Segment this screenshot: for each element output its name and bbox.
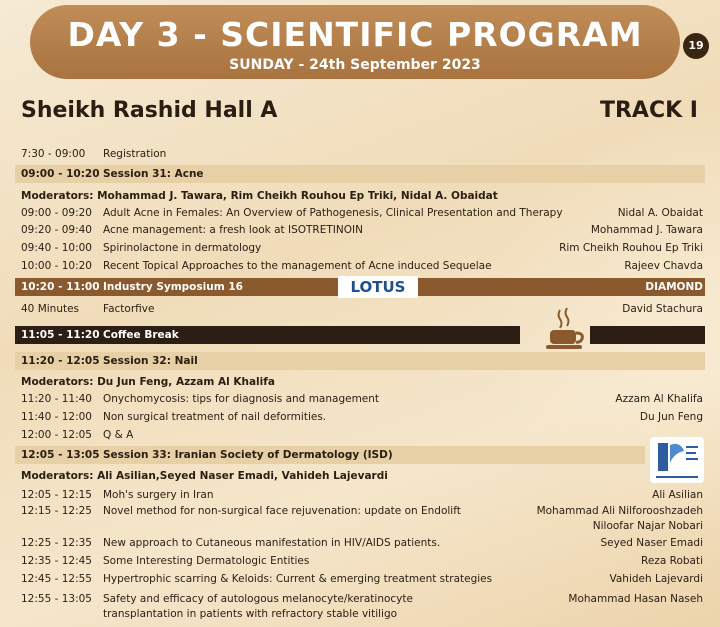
time: 12:55 - 13:05	[21, 593, 92, 605]
talk-row	[15, 257, 705, 275]
speaker: Seyed Naser Emadi	[600, 537, 703, 549]
session-header	[15, 352, 705, 370]
moderators: Moderators: Mohammad J. Tawara, Rim Cheikh Rouhou Ep Triki, Nidal A. Obaidat	[21, 190, 498, 202]
symposium-row	[15, 300, 705, 318]
title: Session 32: Nail	[103, 355, 198, 367]
title: Acne management: a fresh look at ISOTRETINOIN	[103, 224, 363, 236]
talk-row	[15, 552, 705, 570]
company: Factorfive	[103, 303, 155, 315]
time: 12:15 - 12:25	[21, 505, 92, 517]
talk-row	[15, 239, 705, 257]
talk-row	[15, 570, 705, 588]
title: Safety and efficacy of autologous melanocyte/keratinocyte	[103, 593, 413, 605]
time: 7:30 - 09:00	[21, 148, 86, 160]
title: Coffee Break	[103, 329, 179, 341]
time: 12:45 - 12:55	[21, 573, 92, 585]
speaker: Du Jun Feng	[639, 411, 703, 423]
time: 09:00 - 09:20	[21, 207, 92, 219]
time: 11:40 - 12:00	[21, 411, 92, 423]
title: Registration	[103, 148, 167, 160]
time: 12:25 - 12:35	[21, 537, 92, 549]
time: 12:35 - 12:45	[21, 555, 92, 567]
title: Some Interesting Dermatologic Entities	[103, 555, 310, 567]
title: Moh's surgery in Iran	[103, 489, 214, 501]
speaker: David Stachura	[622, 303, 703, 315]
duration: 40 Minutes	[21, 303, 80, 315]
lotus-logo: LOTUS	[338, 276, 418, 298]
time: 09:00 - 10:20	[21, 168, 100, 180]
coffee-bar-right	[590, 326, 705, 344]
title: Novel method for non-surgical face rejuvenation: update on Endolift	[103, 505, 461, 517]
time: 11:20 - 11:40	[21, 393, 92, 405]
time: 09:20 - 09:40	[21, 224, 92, 236]
sponsor-level: DIAMOND	[645, 281, 703, 293]
coffee-break-row	[15, 326, 520, 344]
speaker: Niloofar Najar Nobari	[592, 520, 703, 532]
speaker: Mohammad Hasan Naseh	[568, 593, 703, 605]
time: 09:40 - 10:00	[21, 242, 92, 254]
title: Hypertrophic scarring & Keloids: Current & emerging treatment strategies	[103, 573, 493, 585]
talk-row	[15, 390, 705, 408]
page-number-badge: 19	[683, 33, 709, 59]
speaker: Mohammad Ali Nilforooshzadeh	[536, 505, 703, 517]
speaker: Ali Asilian	[652, 489, 703, 501]
time: 12:05 - 13:05	[21, 449, 100, 461]
talk-row	[15, 426, 705, 444]
title: Onychomycosis: tips for diagnosis and management	[103, 393, 380, 405]
title: Recent Topical Approaches to the management of Acne induced Sequelae	[103, 260, 492, 272]
title: Adult Acne in Females: An Overview of Pathogenesis, Clinical Presentation and Therapy	[103, 207, 563, 219]
moderators: Moderators: Ali Asilian,Seyed Naser Emadi, Vahideh Lajevardi	[21, 470, 388, 482]
coffee-cup-icon	[546, 306, 586, 350]
title: Non surgical treatment of nail deformities.	[103, 411, 327, 423]
speaker: Mohammad J. Tawara	[590, 224, 703, 236]
time: 10:00 - 10:20	[21, 260, 92, 272]
session-header	[15, 446, 645, 464]
time: 11:20 - 12:05	[21, 355, 100, 367]
speaker: Azzam Al Khalifa	[615, 393, 703, 405]
talk-row-continued	[15, 605, 705, 623]
title: Session 33: Iranian Society of Dermatology (ISD)	[103, 449, 393, 461]
speaker: Reza Robati	[641, 555, 703, 567]
speaker: Nidal A. Obaidat	[617, 207, 703, 219]
title: Spirinolactone in dermatology	[103, 242, 262, 254]
title: transplantation in patients with refractory stable vitiligo	[103, 608, 398, 620]
talk-row	[15, 408, 705, 426]
title: Industry Symposium 16	[103, 281, 243, 293]
page-title: DAY 3 - SCIENTIFIC PROGRAM	[67, 15, 643, 54]
speaker: Vahideh Lajevardi	[609, 573, 703, 585]
session-header	[15, 165, 705, 183]
speaker: Rajeev Chavda	[624, 260, 703, 272]
title: New approach to Cutaneous manifestation in HIV/AIDS patients.	[103, 537, 441, 549]
talk-row	[15, 221, 705, 239]
time: 12:05 - 12:15	[21, 489, 92, 501]
isd-logo-icon	[650, 437, 704, 483]
moderators: Moderators: Du Jun Feng, Azzam Al Khalifa	[21, 376, 275, 388]
time: 12:00 - 12:05	[21, 429, 92, 441]
speaker: Rim Cheikh Rouhou Ep Triki	[559, 242, 703, 254]
title: Session 31: Acne	[103, 168, 204, 180]
talk-row	[15, 204, 705, 222]
track-label: TRACK I	[599, 98, 698, 123]
title: Q & A	[103, 429, 134, 441]
hall-name: Sheikh Rashid Hall A	[21, 98, 278, 123]
talk-row-continued	[15, 517, 705, 535]
page-date: SUNDAY - 24th September 2023	[229, 57, 481, 73]
talk-row	[15, 534, 705, 552]
title-banner	[30, 5, 680, 79]
time: 11:05 - 11:20	[21, 329, 100, 341]
time: 10:20 - 11:00	[21, 281, 100, 293]
registration-row	[15, 145, 705, 163]
